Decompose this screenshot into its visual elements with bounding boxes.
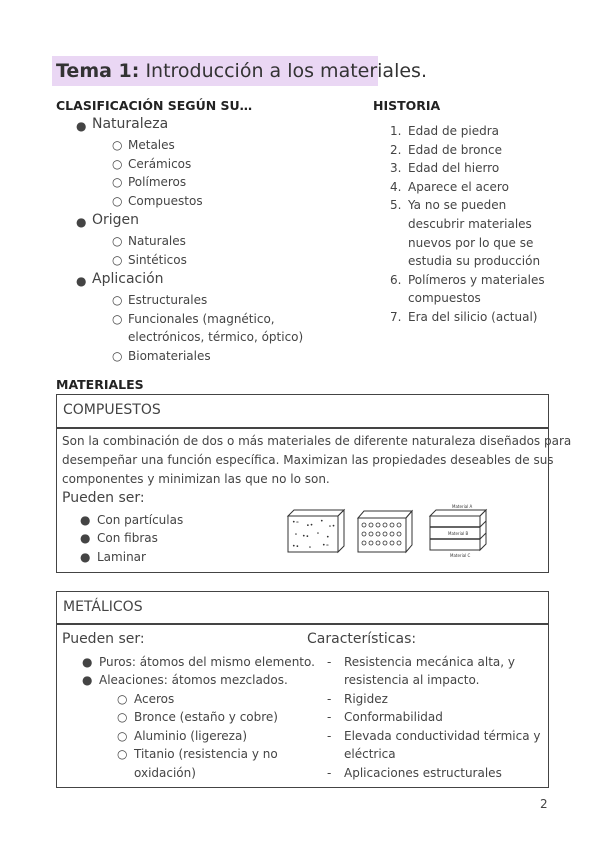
svg-text:•: • (326, 534, 330, 541)
dash-bullet-icon: - (327, 655, 332, 669)
historia-heading: HISTORIA (373, 98, 441, 113)
diagram-label: Material C (450, 553, 471, 558)
svg-text:∙•: ∙• (306, 522, 314, 529)
pueden-ser-label: Pueden ser: (62, 631, 145, 647)
list-item: Aparece el acero (408, 180, 509, 194)
circle-bullet-icon: ○ (117, 729, 128, 743)
group-label-origen: Origen (92, 212, 140, 228)
list-item: resistencia al impacto. (344, 673, 480, 687)
list-number: 3. (390, 161, 402, 175)
list-number: 1. (390, 124, 402, 138)
svg-text:•∙: •∙ (292, 543, 300, 550)
dash-bullet-icon: - (327, 692, 332, 706)
dash-bullet-icon: - (327, 710, 332, 724)
circle-bullet-icon: ○ (112, 194, 123, 208)
page-title (56, 60, 427, 82)
group-label-naturaleza: Naturaleza (92, 116, 169, 132)
list-item: Elevada conductividad térmica y (344, 729, 541, 743)
svg-text:•: • (320, 518, 324, 525)
svg-text:∘: ∘ (316, 530, 320, 537)
circle-bullet-icon: ○ (112, 138, 123, 152)
list-item: Bronce (estaño y cobre) (134, 710, 278, 724)
list-item: Resistencia mecánica alta, y (344, 655, 516, 669)
list-item: Metales (128, 138, 175, 152)
circle-bullet-icon: ○ (112, 253, 123, 267)
list-item: compuestos (408, 291, 481, 305)
fiber-composite-icon (354, 508, 416, 554)
title-label: Tema 1: (56, 60, 140, 82)
diagram-label: Material A (452, 504, 473, 509)
metalicos-body-box (56, 624, 549, 788)
list-item: oxidación) (134, 766, 196, 780)
materiales-heading: MATERIALES (56, 377, 144, 392)
bullet-icon: ● (76, 119, 87, 133)
list-item: descubrir materiales (408, 217, 532, 231)
list-item: Cerámicos (128, 157, 192, 171)
list-item: Con fibras (97, 531, 158, 545)
laminar-composite-icon (426, 502, 492, 560)
list-item: Edad de bronce (408, 143, 503, 157)
compuestos-title: COMPUESTOS (63, 402, 161, 418)
list-item: Sintéticos (128, 253, 187, 267)
list-item: Polímeros y materiales (408, 273, 545, 287)
title-text: Introducción a los materiales. (145, 60, 427, 82)
particle-composite-icon (282, 508, 346, 554)
list-item: Aceros (134, 692, 175, 706)
list-number: 7. (390, 310, 402, 324)
list-item: Aluminio (ligereza) (134, 729, 248, 743)
circle-bullet-icon: ○ (112, 312, 123, 326)
circle-bullet-icon: ○ (112, 157, 123, 171)
circle-bullet-icon: ○ (117, 747, 128, 761)
list-item: Puros: átomos del mismo elemento. (99, 655, 315, 669)
dash-bullet-icon: - (327, 729, 332, 743)
description-line: desempeñar una función específica. Maximizan las propiedades deseables de sus (62, 453, 554, 467)
circle-bullet-icon: ○ (112, 175, 123, 189)
caracteristicas-label: Características: (307, 631, 417, 647)
bullet-icon: ● (80, 550, 91, 564)
svg-text:•∙: •∙ (302, 533, 310, 540)
bullet-icon: ● (76, 274, 87, 288)
list-number: 4. (390, 180, 402, 194)
list-item: Ya no se pueden (408, 198, 507, 212)
list-item: Compuestos (128, 194, 203, 208)
svg-text:∘: ∘ (294, 531, 298, 538)
dash-bullet-icon: - (327, 766, 332, 780)
svg-text:∘•: ∘• (328, 523, 336, 530)
bullet-icon: ● (82, 673, 93, 687)
list-item: Laminar (97, 550, 146, 564)
diagram-label: Material B (448, 531, 469, 536)
list-item: Conformabilidad (344, 710, 443, 724)
clasificacion-heading: CLASIFICACIÓN SEGÚN SU… (56, 98, 253, 113)
list-item: Aplicaciones estructurales (344, 766, 502, 780)
list-item: Edad de piedra (408, 124, 500, 138)
circle-bullet-icon: ○ (117, 692, 128, 706)
page-number: 2 (540, 797, 548, 811)
circle-bullet-icon: ○ (112, 234, 123, 248)
list-item: estudia su producción (408, 254, 541, 268)
list-item: Titanio (resistencia y no (134, 747, 278, 761)
list-item: Aleaciones: átomos mezclados. (99, 673, 288, 687)
list-item: Funcionales (magnético, (128, 312, 275, 326)
circle-bullet-icon: ○ (117, 710, 128, 724)
list-item: Naturales (128, 234, 186, 248)
metalicos-title: METÁLICOS (63, 599, 143, 615)
list-item: nuevos por lo que se (408, 236, 534, 250)
group-label-aplicacion: Aplicación (92, 271, 164, 287)
description-line: componentes y minimizan las que no lo son. (62, 472, 330, 486)
svg-text:•∘: •∘ (322, 542, 330, 549)
list-item: Polímeros (128, 175, 187, 189)
bullet-icon: ● (82, 655, 93, 669)
list-item: Rigidez (344, 692, 388, 706)
description-line: Son la combinación de dos o más materiales de diferente naturaleza diseñados para (62, 434, 572, 448)
bullet-icon: ● (80, 531, 91, 545)
list-item: Edad del hierro (408, 161, 500, 175)
list-item: electrónicos, térmico, óptico) (128, 330, 304, 344)
bullet-icon: ● (80, 513, 91, 527)
list-item: Con partículas (97, 513, 184, 527)
pueden-ser-label: Pueden ser: (62, 490, 145, 506)
svg-text:∘: ∘ (308, 544, 312, 551)
bullet-icon: ● (76, 215, 87, 229)
list-number: 5. (390, 198, 402, 212)
list-number: 6. (390, 273, 402, 287)
circle-bullet-icon: ○ (112, 349, 123, 363)
list-item: eléctrica (344, 747, 396, 761)
list-item: Estructurales (128, 293, 208, 307)
list-item: Biomateriales (128, 349, 211, 363)
list-number: 2. (390, 143, 402, 157)
circle-bullet-icon: ○ (112, 293, 123, 307)
svg-text:•∘: •∘ (292, 519, 300, 526)
list-item: Era del silicio (actual) (408, 310, 538, 324)
